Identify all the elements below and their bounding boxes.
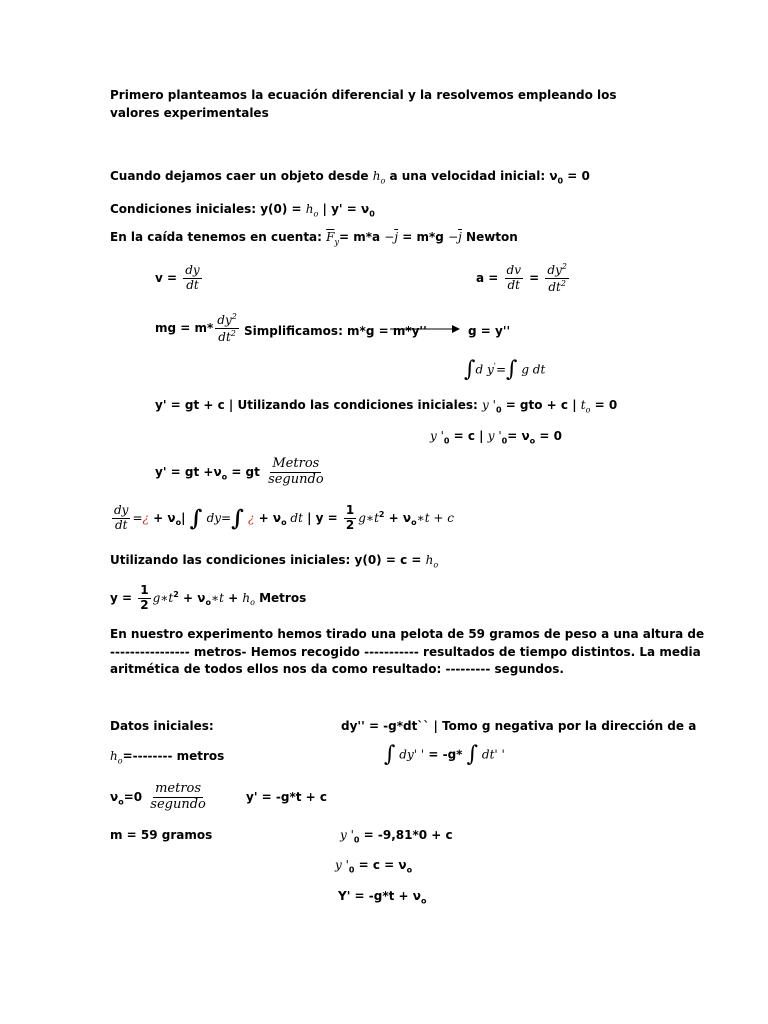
integral-equation: ∫d y'=∫ g dt <box>464 357 546 382</box>
g-equals-ypp: g = y'' <box>468 324 511 338</box>
drop-line: Cuando dejamos caer un objeto desde $h_o$ a una velocidad inicial: $\nu_0 = 0$ <box>110 169 590 186</box>
simplify-text: Simplificamos: m*g = m*y'' <box>244 324 427 338</box>
velocity-definition: v = $\frac{dy}{dt}$ <box>155 263 200 292</box>
yprime-zero-substitution: y '$_0 = -9,81*0 + c$ <box>340 828 453 845</box>
initial-velocity: $\nu_o=0$ $\frac{\text{metros}}{\text{segundo}}$ <box>110 781 206 812</box>
integral-second: ∫ dy' ' = -g* ∫ dt' ' <box>384 742 505 767</box>
intro-paragraph: Primero planteamos la ecuación diferencial y la resolvemos empleando los valores experimentales <box>110 88 617 120</box>
acceleration-definition: a = $\frac{dv}{dt}$ = $\frac{dy^2}{dt^2}$ <box>476 262 567 294</box>
mg-equation: mg = m* $\frac{dy^2}{dt^2}$ <box>155 312 237 344</box>
velocity-final: $Y' = -g*t + \nu_o$ <box>338 889 427 906</box>
second-derivative-note: dy'' = -g*dt`` | Tomo g negativa por la dirección de a <box>341 719 697 733</box>
initial-position-condition: Utilizando las condiciones iniciales: $y(0) = c = h_o$ <box>110 553 439 570</box>
initial-data-heading: Datos iniciales: <box>110 719 214 733</box>
position-equation: y = $\frac{1}{2}$ $g∗t^2$ + $\nu_o∗t + h_o$ Metros <box>110 583 307 612</box>
yprime-initial: y '$_0 = c$ | y '$_0= \nu_o = 0$ <box>430 429 562 446</box>
arrow-icon <box>390 324 460 334</box>
experiment-line-3: aritmética de todos ellos nos da como resultado: --------- segundos. <box>110 662 564 676</box>
fall-forces: En la caída tenemos en cuenta: $\overline{F}_y= m*a -\overline{j} = m*g -\overline{j}$ Newton <box>110 230 518 247</box>
initial-conditions: Condiciones iniciales: $y(0) = h_o$ | $y' = \nu_0$ <box>110 202 375 219</box>
position-integration: $\frac{dy}{dt}$ =¿ + $\nu_o|$ ∫ dy=∫ ¿ + $\nu_o$ dt | y = $\frac{1}{2}$ $g∗t^2$ + $\nu_o∗t + c$ <box>114 503 454 532</box>
initial-height: $h_o=--------$ metros <box>110 749 225 766</box>
experiment-line-1: En nuestro experimento hemos tirado una pelota de 59 gramos de peso a una altura de <box>110 627 705 641</box>
experiment-line-2: ---------------- metros- Hemos recogido ----------- resultados de tiempo distintos. La media <box>110 645 701 659</box>
yprime-general: y' = gt + c | Utilizando las condiciones iniciales: y '$_0$ = gto + c | $t_o = 0$ <box>155 398 618 415</box>
c-equals-vo: y '$_0 = c = \nu_o$ <box>335 858 413 875</box>
mass-value: m = 59 gramos <box>110 828 213 842</box>
yprime-units: y' = gt $+\nu_o$ = gt $\frac{\text{Metros}}{\text{segundo}}$ <box>155 456 324 487</box>
yprime-negative-g: y' = -g*t + c <box>246 790 328 804</box>
